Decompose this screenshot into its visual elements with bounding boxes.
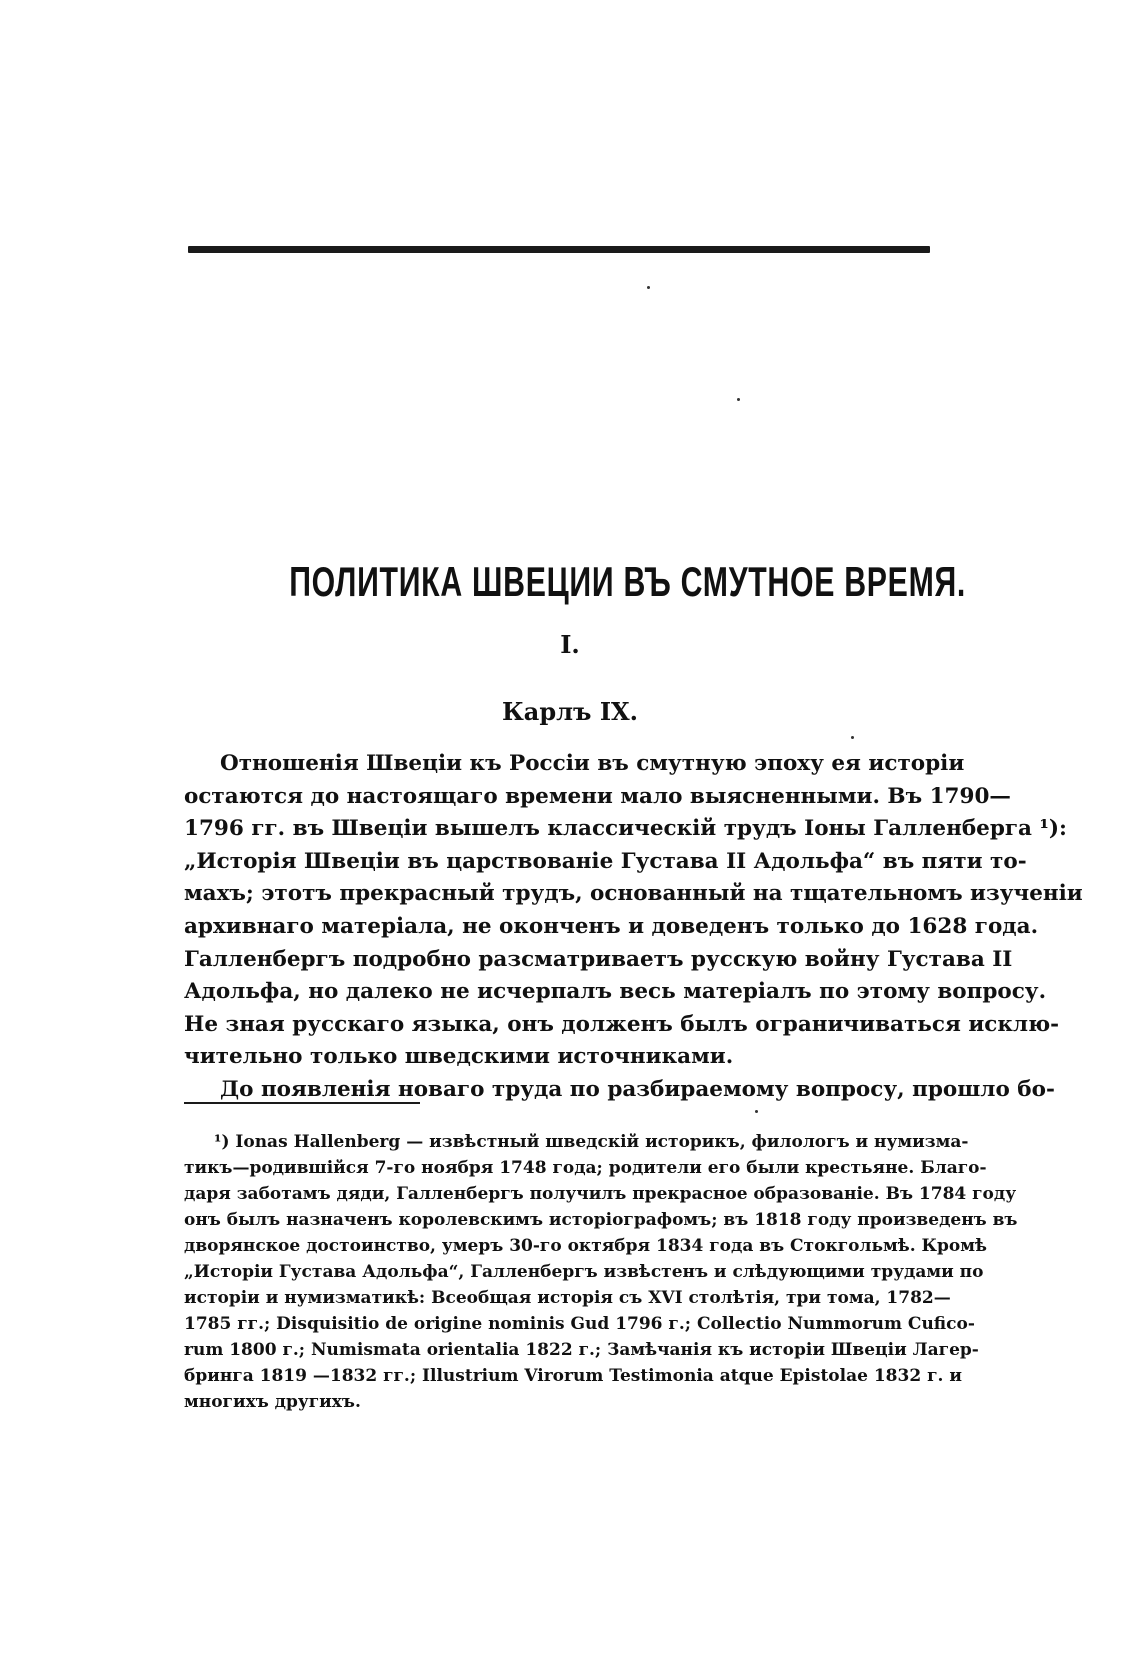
body-line: До появленія новаго труда по разбираемому вопросу, прошло бо- — [220, 1076, 1055, 1102]
footnote-line: 1785 гг.; Disquisitio de origine nominis Gud 1796 г.; Collectio Nummorum Cufico- — [184, 1314, 975, 1334]
footnote-line: исторіи и нумизматикѣ: Всеобщая исторія съ XVI столѣтія, три тома, 1782— — [184, 1288, 951, 1308]
footnote-line: ¹) Ionas Hallenberg — извѣстный шведскій историкъ, филологъ и нумизма- — [214, 1132, 969, 1152]
footnote-line: онъ былъ назначенъ королевскимъ исторіографомъ; въ 1818 году произведенъ въ — [184, 1210, 1018, 1230]
body-text — [184, 748, 1083, 1107]
print-speck — [851, 736, 854, 739]
footnote-line: многихъ другихъ. — [184, 1392, 361, 1412]
header-rule — [188, 246, 930, 253]
footnote-line: rum 1800 г.; Numismata orientalia 1822 г.; Замѣчанія къ исторіи Швеціи Лагер- — [184, 1340, 979, 1360]
body-line: Адольфа, но далеко не исчерпалъ весь матеріалъ по этому вопросу. — [184, 979, 1047, 1005]
body-line: чительно только шведскими источниками. — [184, 1044, 734, 1070]
body-line: Галленбергъ подробно разсматриваетъ русскую войну Густава II — [184, 946, 1013, 972]
section-title: Карлъ IX. — [501, 697, 639, 726]
print-speck — [647, 286, 650, 289]
section-number: I. — [560, 630, 580, 659]
footnote-line: даря заботамъ дяди, Галленбергъ получилъ прекрасное образованіе. Въ 1784 году — [184, 1184, 1017, 1204]
print-speck — [737, 398, 740, 401]
print-speck — [755, 1110, 758, 1113]
body-line: „Исторія Швеціи въ царствованіе Густава II Адольфа“ въ пяти то- — [184, 848, 1027, 874]
body-line: архивнаго матеріала, не оконченъ и доведенъ только до 1628 года. — [184, 913, 1039, 939]
body-line: Отношенія Швеціи къ Россіи въ смутную эпоху ея исторіи — [220, 751, 965, 776]
body-line: остаются до настоящаго времени мало выясненными. Въ 1790— — [184, 783, 1011, 809]
footnote — [184, 1129, 1018, 1415]
footnote-line: бринга 1819 —1832 гг.; Illustrium Virorum Testimonia atque Epistolae 1832 г. и — [184, 1366, 962, 1386]
footnote-line: дворянское достоинство, умеръ 30-го октября 1834 года въ Стокгольмѣ. Кромѣ — [184, 1236, 987, 1256]
article-title: ПОЛИТИКА ШВЕЦИИ ВЪ СМУТНОЕ ВРЕМЯ. — [289, 558, 967, 605]
body-line: 1796 гг. въ Швеціи вышелъ классическій трудъ Іоны Галленберга ¹): — [184, 816, 1067, 842]
body-line: махъ; этотъ прекрасный трудъ, основанный на тщательномъ изученіи — [184, 881, 1083, 907]
footnote-line: „Исторіи Густава Адольфа“, Галленбергъ извѣстенъ и слѣдующими трудами по — [184, 1262, 984, 1282]
body-line: Не зная русскаго языка, онъ долженъ былъ ограничиваться исклю- — [184, 1011, 1060, 1037]
footnote-rule — [184, 1102, 420, 1104]
footnote-line: тикъ—родившійся 7-го ноября 1748 года; родители его были крестьяне. Благо- — [184, 1158, 987, 1178]
